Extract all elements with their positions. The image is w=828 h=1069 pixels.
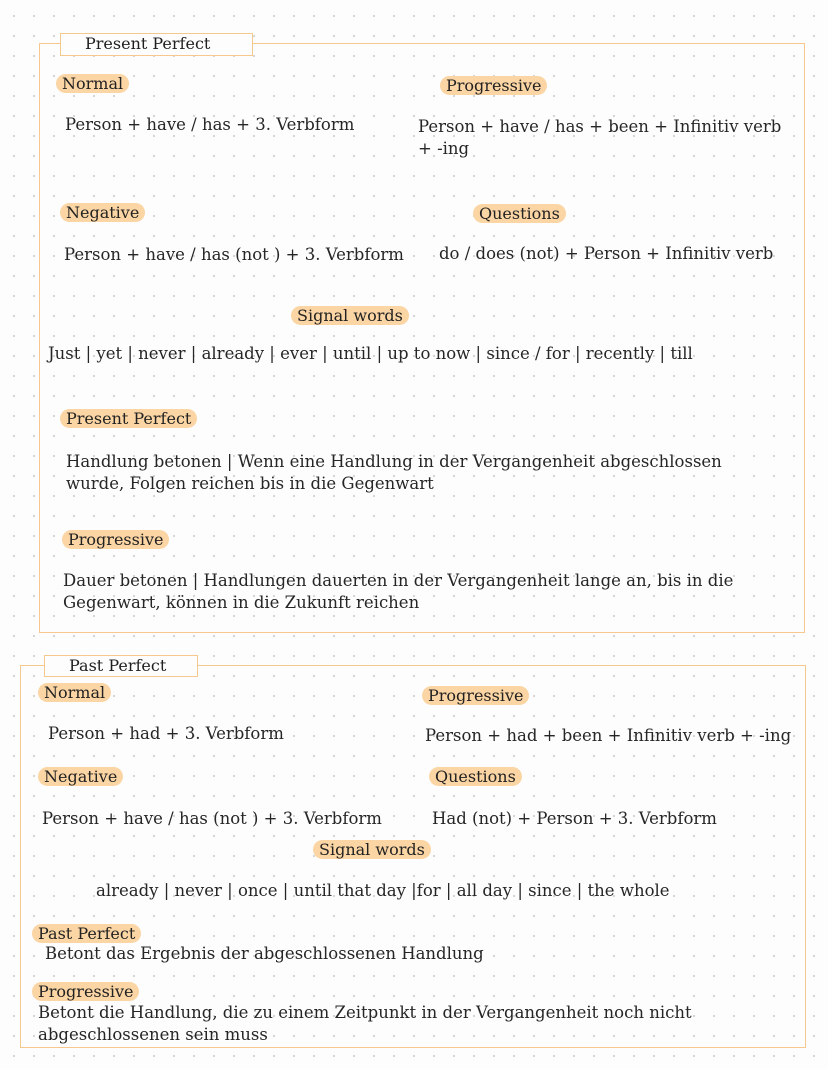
pp-usage-heading: Present Perfect — [60, 409, 197, 429]
pp-negative-formula: Person + have / has (not ) + 3. Verbform — [64, 245, 404, 264]
pp-progressive-usage-line1: Dauer betonen | Handlungen dauerten in der Vergangenheit lange an, bis in die — [63, 571, 734, 590]
pp-usage-line1: Handlung betonen | Wenn eine Handlung in der Vergangenheit abgeschlossen — [66, 452, 722, 471]
past-usage-heading: Past Perfect — [32, 924, 141, 944]
pp-signal-words-list: Just | yet | never | already | ever | until | up to now | since / for | recently | till — [48, 344, 693, 363]
pp-normal-heading: Normal — [56, 74, 129, 94]
past-signal-words-list: already | never | once | until that day |for | all day | since | the whole — [96, 881, 670, 900]
past-normal-formula: Person + had + 3. Verbform — [48, 724, 284, 743]
pp-usage-line2: wurde, Folgen reichen bis in die Gegenwart — [66, 474, 434, 493]
past-progressive-usage-heading: Progressive — [32, 982, 139, 1002]
pp-normal-formula: Person + have / has + 3. Verbform — [65, 115, 355, 134]
pp-questions-formula: do / does (not) + Person + Infinitiv verb — [439, 244, 774, 263]
pp-progressive-usage-heading: Progressive — [62, 530, 169, 550]
past-negative-formula: Person + have / has (not ) + 3. Verbform — [42, 809, 382, 828]
pp-progressive-heading: Progressive — [440, 76, 547, 96]
pp-questions-heading: Questions — [473, 204, 566, 224]
past-progressive-formula: Person + had + been + Infinitiv verb + -ing — [425, 726, 792, 745]
present-perfect-title: Present Perfect — [60, 33, 253, 56]
past-perfect-title: Past Perfect — [44, 655, 198, 677]
past-progressive-heading: Progressive — [422, 686, 529, 706]
pp-progressive-usage-line2: Gegenwart, können in die Zukunft reichen — [63, 593, 420, 612]
past-progressive-usage-line1: Betont die Handlung, die zu einem Zeitpunkt in der Vergangenheit noch nicht — [38, 1003, 692, 1022]
pp-progressive-formula-line2: + -ing — [418, 139, 470, 158]
past-normal-heading: Normal — [38, 683, 111, 703]
pp-negative-heading: Negative — [60, 203, 145, 223]
past-usage-line1: Betont das Ergebnis der abgeschlossenen Handlung — [45, 944, 484, 963]
pp-progressive-formula-line1: Person + have / has + been + Infinitiv verb — [418, 117, 782, 136]
past-progressive-usage-line2: abgeschlossenen sein muss — [38, 1025, 268, 1044]
past-questions-heading: Questions — [429, 767, 522, 787]
pp-signal-words-heading: Signal words — [291, 306, 409, 326]
past-questions-formula: Had (not) + Person + 3. Verbform — [432, 809, 717, 828]
past-signal-words-heading: Signal words — [313, 840, 431, 860]
past-negative-heading: Negative — [38, 767, 123, 787]
